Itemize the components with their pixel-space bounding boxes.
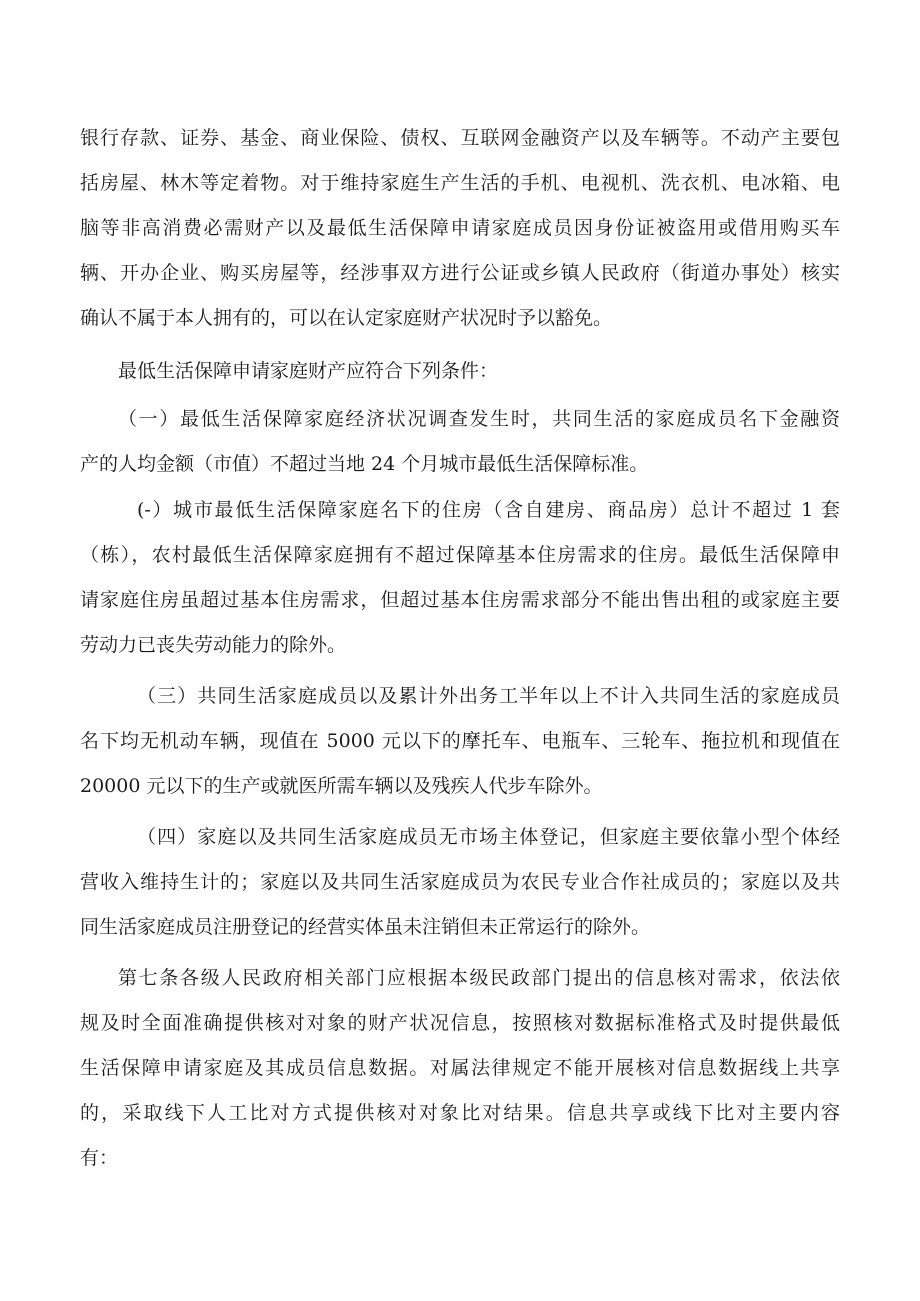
text-line: （三）共同生活家庭成员以及累计外出务工半年以上不计入共同生活的家庭成员: [137, 685, 840, 707]
text-line: 确认不属于本人拥有的，可以在认定家庭财产状况时予以豁免。: [80, 307, 613, 329]
text-line: 的，采取线下人工比对方式提供核对对象比对结果。信息共享或线下比对主要内容: [80, 1102, 840, 1124]
text-line: 规及时全面准确提供核对对象的财产状况信息，按照核对数据标准格式及时提供最低: [80, 1012, 840, 1034]
text-line: 名下均无机动车辆，现值在 5000 元以下的摩托车、电瓶车、三轮车、拖拉机和现值在: [80, 730, 840, 752]
text-line: 产的人均金额（市值）不超过当地 24 个月城市最低生活保障标准。: [80, 453, 649, 475]
text-line: 有：: [80, 1147, 119, 1169]
text-line: 20000 元以下的生产或就医所需车辆以及残疾人代步车除外。: [80, 775, 603, 797]
text-line: 银行存款、证券、基金、商业保险、债权、互联网金融资产以及车辆等。不动产主要包: [80, 127, 840, 149]
text-line: 最低生活保障申请家庭财产应符合下列条件：: [118, 360, 499, 382]
text-line: （栋），农村最低生活保障家庭拥有不超过保障基本住房需求的住房。最低生活保障申: [80, 544, 840, 566]
text-line: 同生活家庭成员注册登记的经营实体虽未注销但未正常运行的除外。: [80, 916, 651, 938]
text-line: 辆、开办企业、购买房屋等，经涉事双方进行公证或乡镇人民政府（街道办事处）核实: [80, 262, 840, 284]
text-line: 营收入维持生计的；家庭以及共同生活家庭成员为农民专业合作社成员的；家庭以及共: [80, 871, 840, 893]
text-line: 第七条各级人民政府相关部门应根据本级民政部门提出的信息核对需求，依法依: [118, 967, 840, 989]
text-line: 劳动力已丧失劳动能力的除外。: [80, 634, 347, 656]
text-line: 括房屋、林木等定着物。对于维持家庭生产生活的手机、电视机、洗衣机、电冰箱、电: [80, 172, 840, 194]
text-line: （四）家庭以及共同生活家庭成员无市场主体登记，但家庭主要依靠小型个体经: [137, 826, 840, 848]
text-line: 生活保障申请家庭及其成员信息数据。对属法律规定不能开展核对信息数据线上共享: [80, 1057, 840, 1079]
text-line: 请家庭住房虽超过基本住房需求，但超过基本住房需求部分不能出售出租的或家庭主要: [80, 589, 840, 611]
text-line: （一）最低生活保障家庭经济状况调查发生时，共同生活的家庭成员名下金融资: [118, 408, 840, 430]
text-line: (-）城市最低生活保障家庭名下的住房（含自建房、商品房）总计不超过 1 套: [137, 499, 840, 521]
text-line: 脑等非高消费必需财产以及最低生活保障申请家庭成员因身份证被盗用或借用购买车: [80, 217, 840, 239]
